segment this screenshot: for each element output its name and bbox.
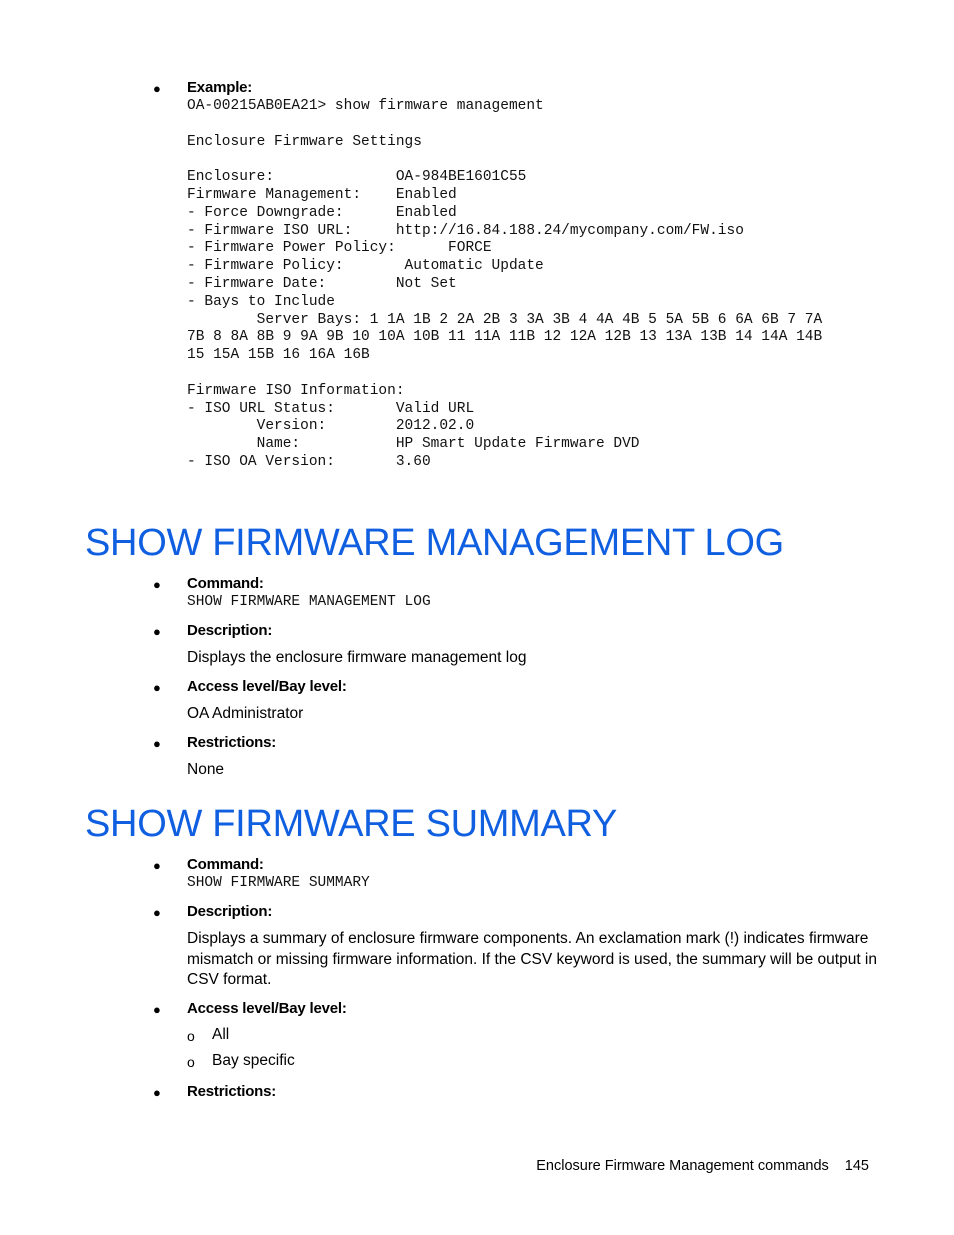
description-text: Displays the enclosure firmware management log	[187, 649, 527, 666]
restrictions-label: Restrictions:	[187, 734, 277, 751]
access-label: Access level/Bay level:	[187, 678, 347, 695]
bullet-icon: ●	[153, 1085, 161, 1100]
example-code-block: OA-00215AB0EA21> show firmware management Enclosure Firmware Settings Enclosure: OA-984BE1601C55 Firmware Management: Enabled - Force Downgrade: Enabled - Firmware ISO URL: http://16.84.188.24/mycompany.com/FW.iso - Firmware Power Policy: FORCE - Firmware Policy: Automatic Update - Firmware Date: Not Set - Bays to Include Server Bays: 1 1A 1B 2 2A 2B 3 3A 3B 4 4A 4B 5 5A 5B 6 6A 6B 7 7A 7B 8 8A 8B 9 9A 9B 10 10A 10B 11 11A 11B 12 12A 12B 13 13A 13B 14 14A 14B 15 15A 15B 16 16A 16B Firmware ISO Information: - ISO URL Status: Valid URL Version: 2012.02.0 Name: HP Smart Update Firmware DVD - ISO OA Version: 3.60	[187, 98, 823, 470]
command-value: SHOW FIRMWARE SUMMARY	[187, 875, 370, 891]
access-item-all: All	[212, 1026, 230, 1043]
page-footer	[536, 1158, 869, 1174]
bullet-icon: ●	[153, 1002, 161, 1017]
sub-bullet-icon: o	[187, 1054, 195, 1070]
bullet-icon: ●	[153, 577, 161, 592]
bullet-icon: ●	[153, 736, 161, 751]
section-heading-management-log: SHOW FIRMWARE MANAGEMENT LOG	[85, 522, 784, 564]
page-number: 145	[844, 1158, 869, 1174]
access-text: OA Administrator	[187, 705, 304, 722]
command-label: Command:	[187, 575, 264, 592]
restrictions-label: Restrictions:	[187, 1083, 277, 1100]
bullet-icon: ●	[153, 680, 161, 695]
access-item-bay-specific: Bay specific	[212, 1052, 295, 1069]
footer-section-title: Enclosure Firmware Management commands	[536, 1158, 829, 1174]
bullet-icon: ●	[153, 858, 161, 873]
bullet-icon: ●	[153, 905, 161, 920]
description-label: Description:	[187, 903, 273, 920]
bullet-icon: ●	[153, 624, 161, 639]
section-heading-firmware-summary: SHOW FIRMWARE SUMMARY	[85, 803, 618, 845]
restrictions-text: None	[187, 761, 225, 778]
bullet-icon: ●	[153, 81, 161, 96]
command-label: Command:	[187, 856, 264, 873]
access-label: Access level/Bay level:	[187, 1000, 347, 1017]
sub-bullet-icon: o	[187, 1028, 195, 1044]
example-label: Example:	[187, 79, 253, 96]
description-text: Displays a summary of enclosure firmware components. An exclamation mark (!) indicates firmware mismatch or missing firmware information. If the CSV keyword is used, the summary will be output in CSV format.	[187, 930, 877, 988]
description-label: Description:	[187, 622, 273, 639]
command-value: SHOW FIRMWARE MANAGEMENT LOG	[187, 594, 431, 610]
